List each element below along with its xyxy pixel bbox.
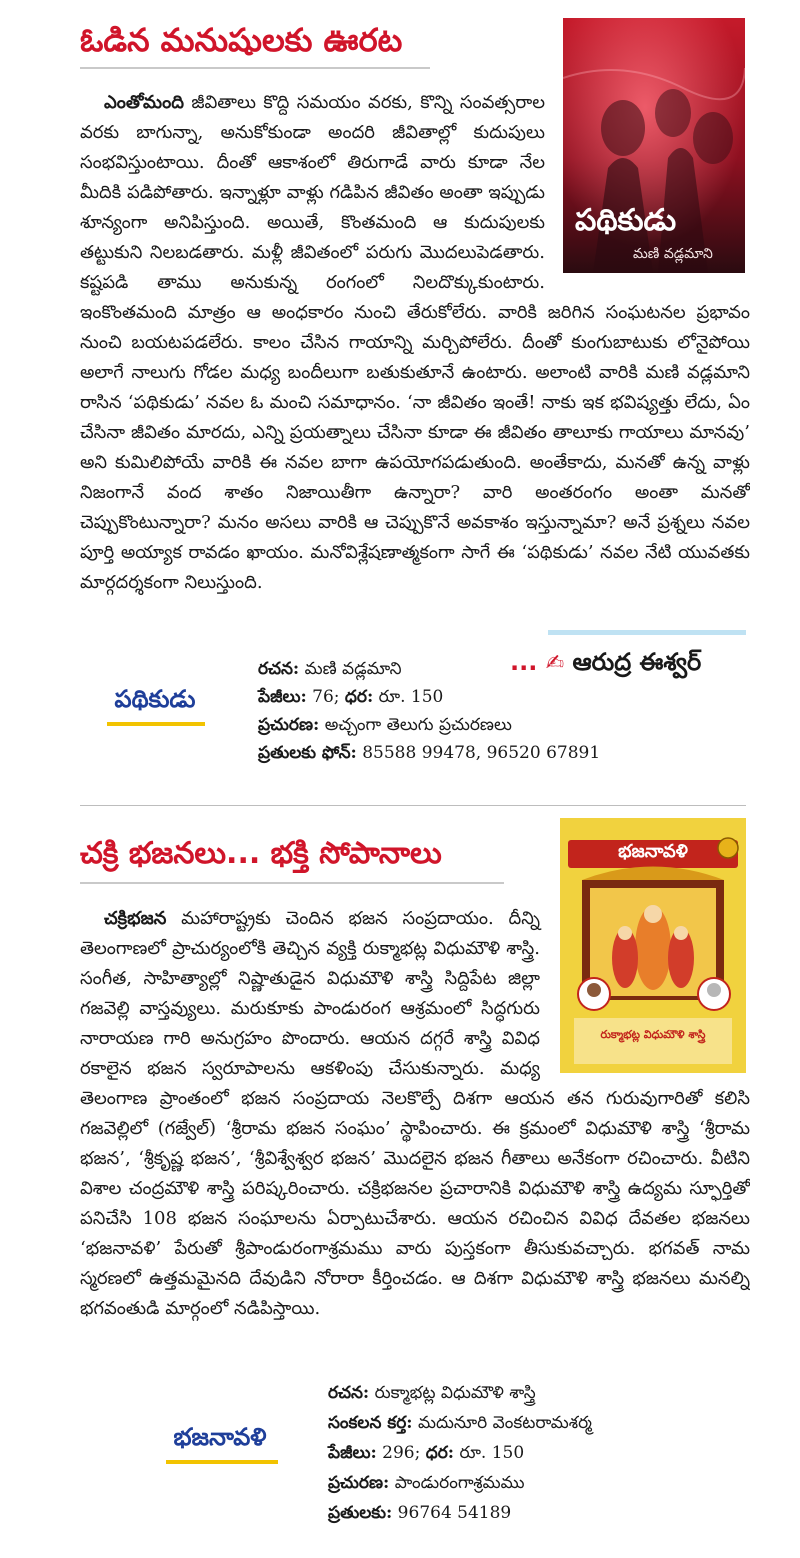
review1-title: ఓడిన మనుషులకు ఊరట — [80, 21, 403, 59]
review2-title-rule — [80, 882, 504, 884]
book2-name: భజనావళి — [173, 1423, 267, 1451]
review1-lead-word: ఎంతోమంది — [104, 92, 184, 113]
book1-name: పథికుడు — [114, 685, 196, 713]
review2-title: చక్రి భజనలు... భక్తి సోపానాలు — [80, 836, 442, 871]
cover-float-spacer — [540, 904, 750, 1072]
book2-publisher-row: ప్రచురణ: పాండురంగాశ్రమము — [328, 1473, 525, 1493]
review1-title-rule — [80, 67, 430, 69]
bhajanavali-cover-author: రుక్మాభట్ల విధుమౌళి శాస్త్రి — [600, 1028, 706, 1041]
book2-pages-price-row: పేజీలు: 296; ధర: రూ. 150 — [328, 1443, 525, 1463]
bhajanavali-cover-title: భజనావళి — [618, 841, 688, 862]
book2-author-row: రచన: రుక్మాభట్ల విధుమౌళి శాస్త్రి — [328, 1383, 536, 1403]
book1-pages-price-row: పేజీలు: 76; ధర: రూ. 150 — [258, 687, 444, 707]
pathikudu-cover-title: పథికుడు — [575, 203, 677, 238]
section-divider — [80, 805, 746, 806]
reviewer-rule — [548, 630, 746, 635]
review1-text-block — [80, 88, 750, 636]
review1-body-text: జీవితాలు కొద్ది సమయం వరకు, కొన్ని సంవత్సరాల వరకు బాగున్నా, అనుకోకుండా అందరి జీవితాల్లో కుదుపులు సంభవిస్తుంటాయి. దీంతో ఆకాశంలో తిరుగాడే వారు కూడా నేల మీదికి పడిపోతారు. ఇన్నాళ్లూ వాళ్లు గడిపిన జీవితం అంతా ఇప్పుడు శూన్యంగా అనిపిస్తుంది. అయితే, కొంతమంది ఆ కుదుపులకు తట్టుకుని నిలబడతారు. మళ్లీ జీవితంలో పరుగు మొదలుపెడతారు. కష్టపడి తాము అనుకున్న రంగంలో నిలదొక్కుకుంటారు. ఇంకొంతమంది మాత్రం ఆ అంధకారం నుంచి తేరుకోలేరు. వారికి జరిగిన సంఘటనల ప్రభావం నుంచి బయటపడలేరు. కాలం చేసిన గాయాన్ని మర్చిపోలేరు. దీంతో కుంగుబాటుకు లోనైపోయి అలాగే నాలుగు గోడల మధ్య బందీలుగా బతుకుతూనే ఉంటారు. అలాంటి వారికి మణి వడ్లమాని రాసిన ‘పథికుడు’ నవల ఓ మంచి సమాధానం. ‘నా జీవితం ఇంతే! నాకు ఇక భవిష్యత్తు లేదు, ఏం చేసినా జీవితం మారదు, ఎన్ని ప్రయత్నాలు చేసినా కూడా ఈ జీవితం తాలూకు గాయాలు మానవు’ అని కుమిలిపోయే వారికి ఈ నవల బాగా ఉపయోగపడుతుంది. అంతేకాదు, మనతో ఉన్న వాళ్లు నిజంగానే వంద శాతం నిజాయితీగా ఉన్నారా? వారి అంతరంగం అంతా మనతో చెప్పుకొంటున్నారా? మనం అసలు వారికి ఆ చెప్పుకొనే అవకాశం ఇస్తున్నామా? అనే ప్రశ్నలు నవల పూర్తి అయ్యాక రావడం ఖాయం. మనోవిశ్లేషణాత్మకంగా సాగే ఈ ‘పథికుడు’ నవల నేటి యువతకు మార్గదర్శకంగా నిలుస్తుంది. — [80, 92, 750, 593]
reviewer-name: ఆరుద్ర ఈశ్వర్ — [572, 648, 702, 676]
book1-phone-row: ప్రతులకు ఫోన్: 85588 99478, 96520 67891 — [258, 743, 601, 763]
book2-phone-row: ప్రతులకు: 96764 54189 — [328, 1503, 512, 1523]
review2-body-text: మహారాష్ట్రకు చెందిన భజన సంప్రదాయం. దీన్ని తెలంగాణలో ప్రాచుర్యంలోకి తెచ్చిన వ్యక్తి రుక్మాభట్ల విధుమౌళి శాస్త్రి. సంగీత, సాహిత్యాల్లో నిష్ణాతుడైన విధుమౌళి శాస్త్రి సిద్దిపేట జిల్లా గజవెల్లి వాస్తవ్యులు. మరుకూకు పాండురంగ ఆశ్రమంలో సిద్ధగురు నారాయణ గారి అనుగ్రహం పొందారు. ఆయన దగ్గరే శాస్త్రి వివిధ రకాలైన భజన స్వరూపాలను ఆకళింపు చేసుకున్నారు. మధ్య తెలంగాణ ప్రాంతంలో భజన సంప్రదాయ నెలకొల్పే దిశగా ఆయన తన గురువుగారితో కలిసి గజవెల్లిలో (గజ్వేల్) ‘శ్రీరామ భజన సంఘం’ స్థాపించారు. ఈ క్రమంలో విధుమౌళి శాస్త్రి ‘శ్రీరామ భజన’, ‘శ్రీకృష్ణ భజన’, ‘శ్రీవిశ్వేశ్వర భజన’ మొదలైన భజన గీతాలు అనేకంగా రచించారు. వీటిని విశాల చంద్రమౌళి శాస్త్రి పరిష్కరించారు. చక్రిభజనల ప్రచారానికి విధుమౌళి శాస్త్రి ఉద్యమ స్ఫూర్తితో పనిచేసి 108 భజన సంఘాలను ఏర్పాటుచేశారు. ఆయన రచించిన వివిధ దేవతల భజనలు ‘భజనావళి’ పేరుతో శ్రీపాండురంగాశ్రమము వారు పుస్తకంగా తీసుకువచ్చారు. భగవత్ నామ స్మరణలో ఉత్తమమైనది దేవుడిని నోరారా కీర్తించడం. ఆ దిశగా విధుమౌళి శాస్త్రి భజనలు మనల్ని భగవంతుడి మార్గంలో నడిపిస్తాయి. — [80, 908, 750, 1319]
reviewer-dots: ... — [510, 648, 538, 676]
cover-float-spacer — [545, 88, 750, 288]
book2-name-underline — [166, 1460, 278, 1464]
pathikudu-cover-author: మణి వడ్లమాని — [633, 246, 713, 262]
review2-lead-word: చక్రిభజన — [104, 908, 167, 929]
pen-icon: ✍ — [545, 651, 565, 676]
book1-name-underline — [107, 722, 205, 726]
book1-publisher-row: ప్రచురణ: అచ్చంగా తెలుగు ప్రచురణలు — [258, 715, 512, 735]
book1-details — [258, 655, 678, 767]
book2-details — [328, 1378, 748, 1528]
book2-compiler-row: సంకలన కర్త: మదునూరి వెంకటరామశర్మ — [328, 1413, 592, 1433]
review2-text-block — [80, 904, 750, 1360]
book1-author-row: రచన: మణి వడ్లమాని — [258, 659, 402, 679]
